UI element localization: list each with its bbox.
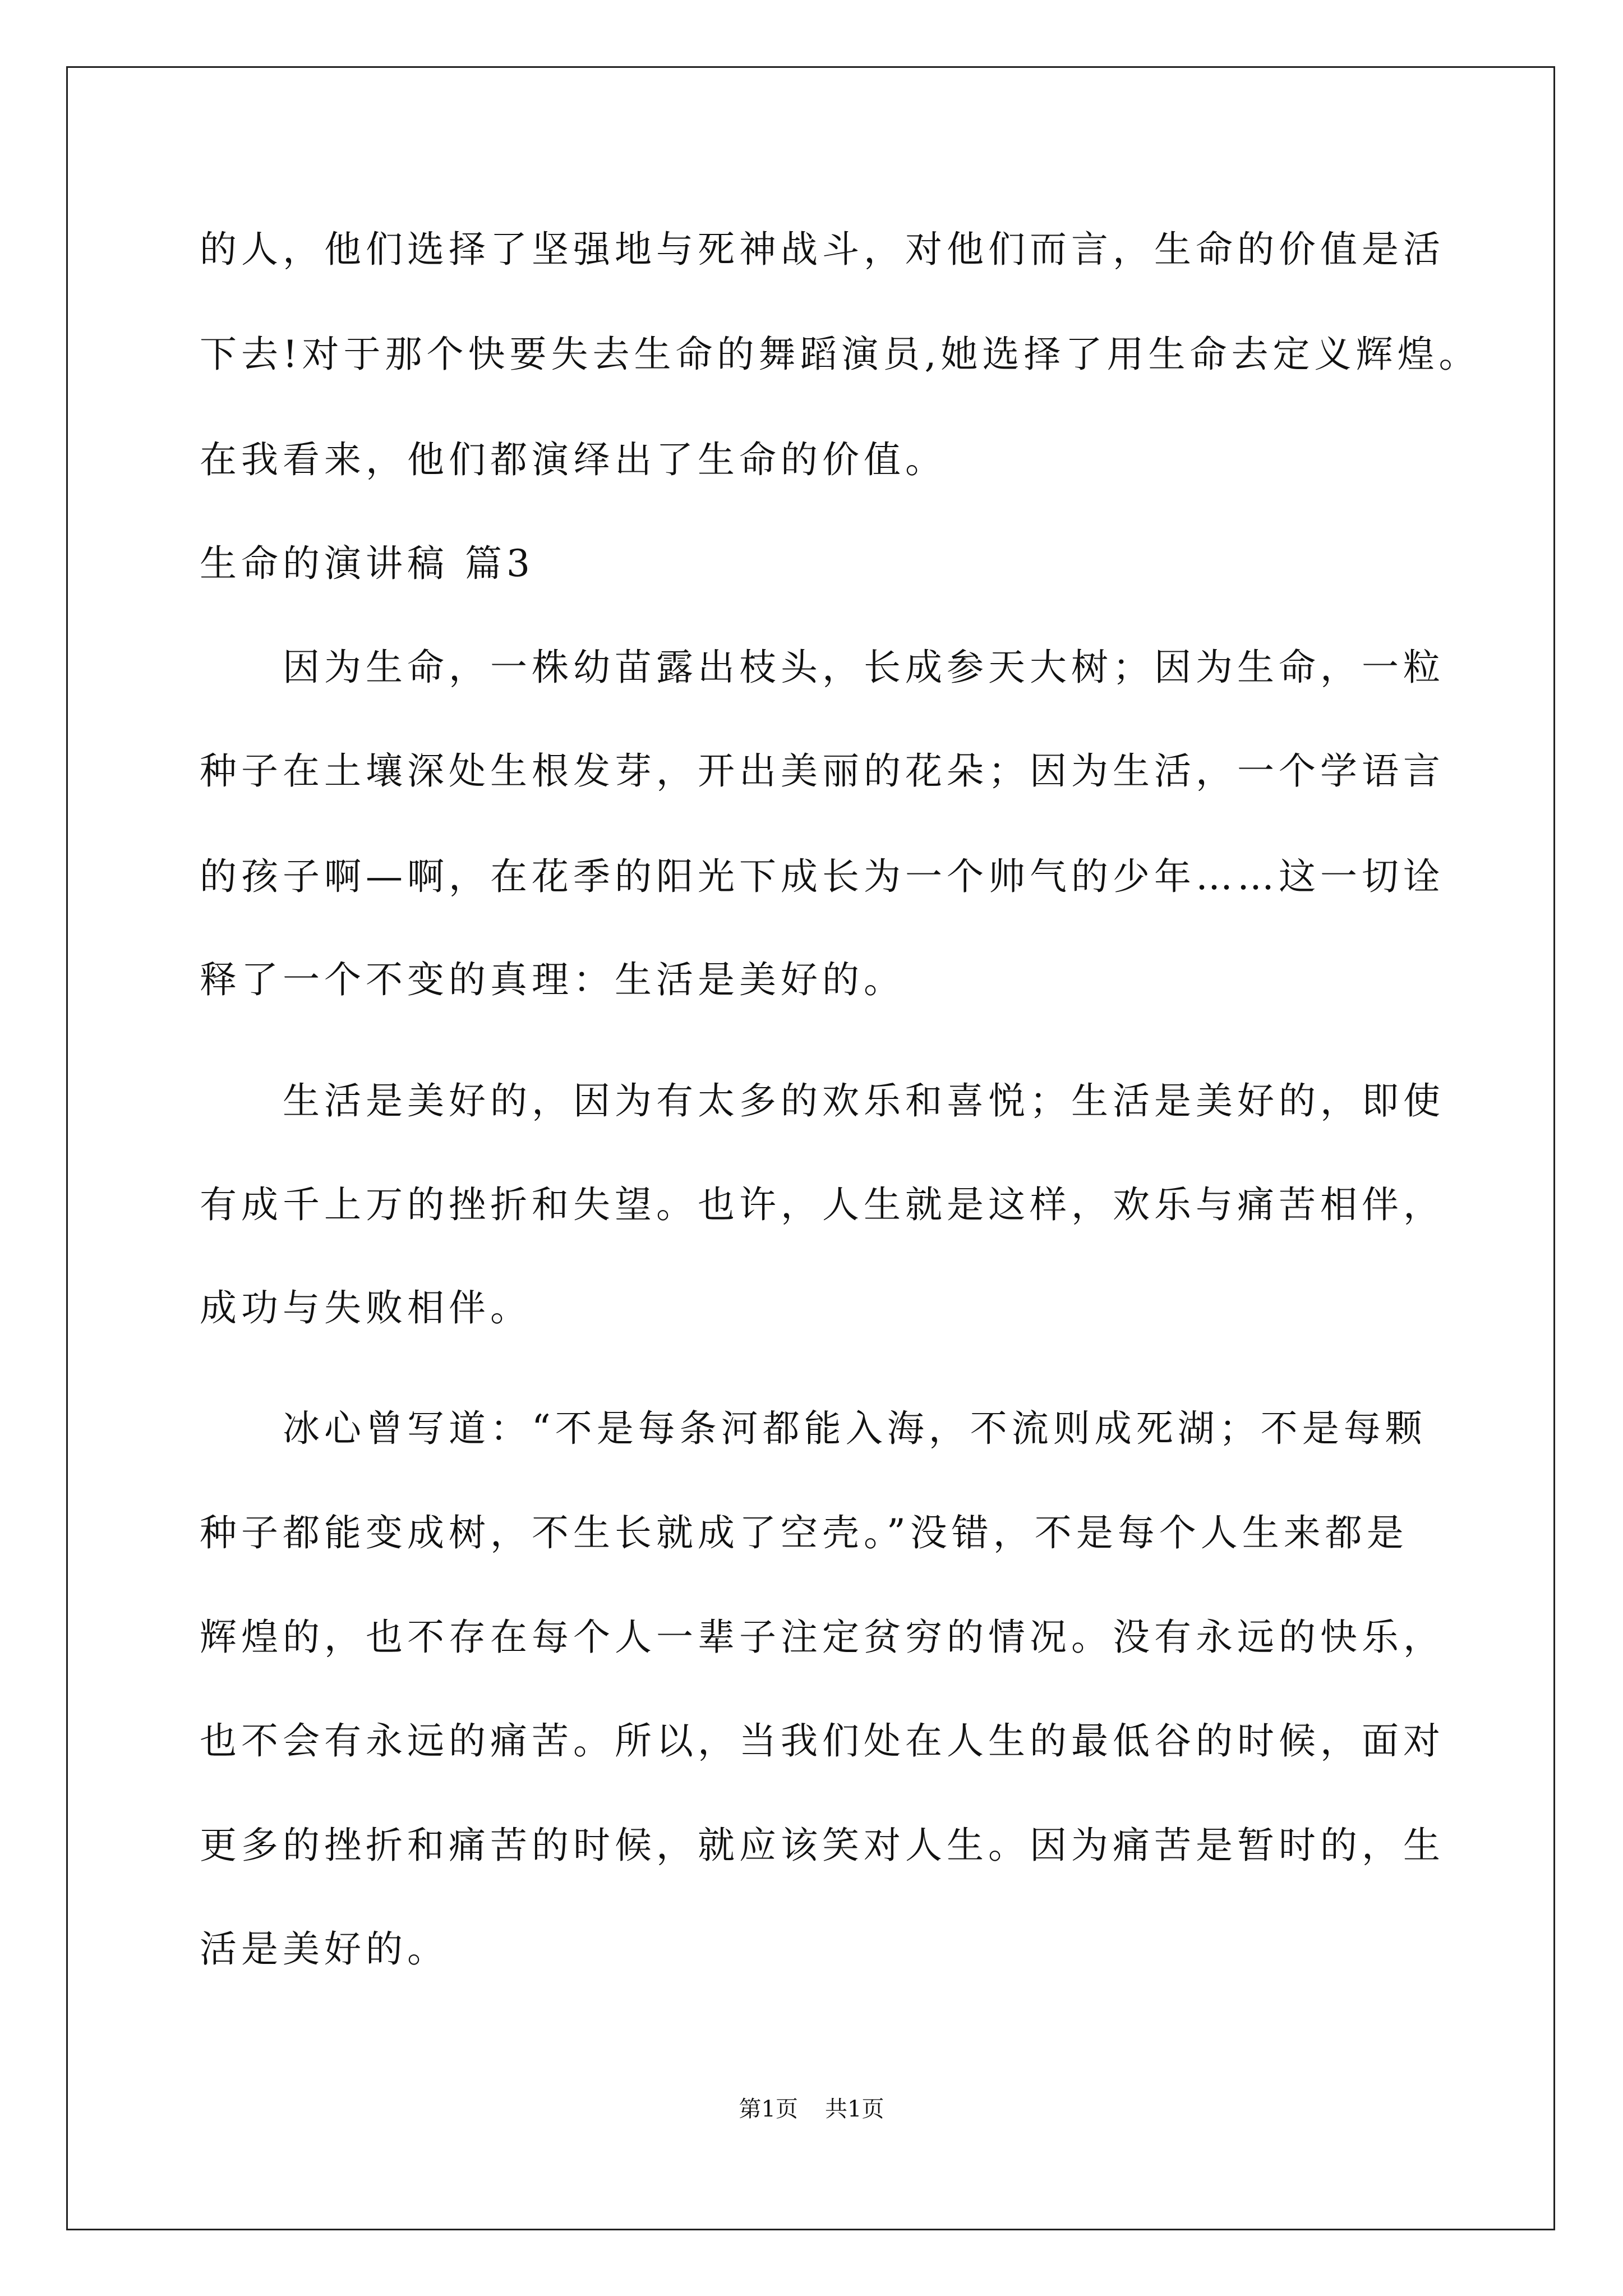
text-line: 因为生命，一株幼苗露出枝头，长成参天大树；因为生命，一粒 [283,646,1445,689]
text-line: 的孩子啊—啊，在花季的阳光下成长为一个帅气的少年……这一切诠 [200,855,1445,898]
page-total: 共1页 [825,2096,884,2122]
page-footer [0,2092,1623,2126]
text-line: 辉煌的，也不存在每个人一辈子注定贫穷的情况。没有永远的快乐， [200,1616,1445,1659]
text-line: 也不会有永远的痛苦。所以，当我们处在人生的最低谷的时候，面对 [200,1719,1445,1763]
text-line: 种子在土壤深处生根发芽，开出美丽的花朵；因为生活，一个学语言 [200,749,1445,793]
text-line: 在我看来，他们都演绎出了生命的价值。 [200,438,947,481]
text-line: 释了一个不变的真理：生活是美好的。 [200,958,905,1001]
text-line: 有成千上万的挫折和失望。也许，人生就是这样，欢乐与痛苦相伴， [200,1183,1445,1226]
text-line: 种子都能变成树，不生长就成了空壳。”没错，不是每个人生来都是 [200,1511,1408,1554]
page-number: 第1页 [739,2096,798,2122]
text-line: 冰心曾写道：“不是每条河都能入海，不流则成死湖；不是每颗 [283,1407,1427,1450]
text-line: 的人，他们选择了坚强地与死神战斗，对他们而言，生命的价值是活 [200,228,1445,271]
text-line: 更多的挫折和痛苦的时候，就应该笑对人生。因为痛苦是暂时的，生 [200,1824,1445,1867]
text-line: 活是美好的。 [200,1927,449,1971]
section-heading: 生命的演讲稿 篇3 [200,542,534,585]
text-line: 成功与失败相伴。 [200,1286,532,1329]
text-line: 生活是美好的，因为有太多的欢乐和喜悦；生活是美好的，即使 [283,1079,1445,1122]
text-line: 下去!对于那个快要失去生命的舞蹈演员,她选择了用生命去定义辉煌。 [200,333,1481,376]
page-border [66,66,1555,2230]
